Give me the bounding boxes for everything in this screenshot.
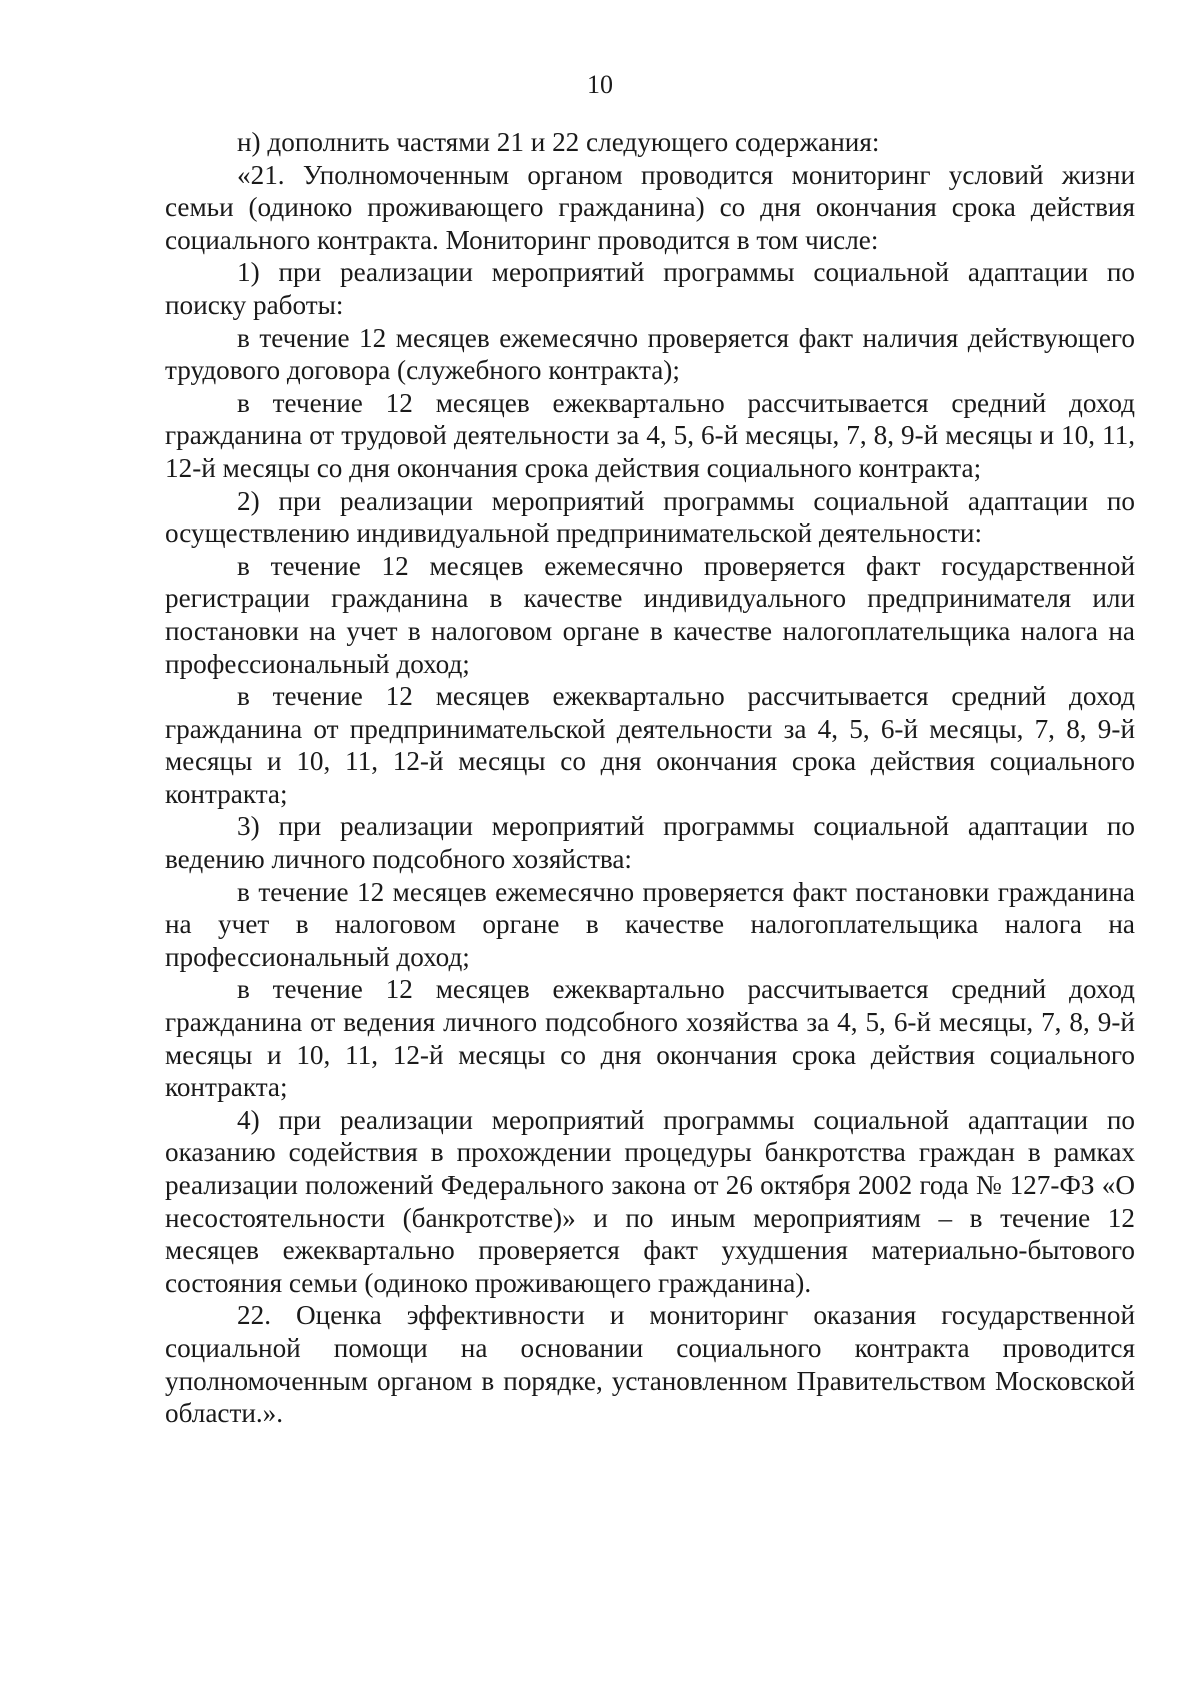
paragraph-item-3-monthly-check: в течение 12 месяцев ежемесячно проверяется факт постановки гражданина на учет в налоговом органе в качестве налогоплательщика налога на профессиональный доход; [165,876,1135,972]
document-body [165,126,1135,1430]
paragraph-amendment-intro: н) дополнить частями 21 и 22 следующего содержания: [237,127,880,157]
page-number: 10 [587,70,613,99]
paragraph-item-2-monthly-check: в течение 12 месяцев ежемесячно проверяется факт государственной регистрации гражданина в качестве индивидуального предпринимателя или постановки на учет в налоговом органе в качестве налогоплательщика налога на профессиональный доход; [165,550,1135,679]
paragraph-item-2-entrepreneurship: 2) при реализации мероприятий программы социальной адаптации по осуществлению индивидуальной предпринимательской деятельности: [165,485,1135,549]
paragraph-item-1-monthly-check: в течение 12 месяцев ежемесячно проверяется факт наличия действующего трудового договора (служебного контракта); [165,322,1135,386]
paragraph-item-1-job-search: 1) при реализации мероприятий программы социальной адаптации по поиску работы: [165,257,1135,320]
paragraph-item-3-household: 3) при реализации мероприятий программы социальной адаптации по ведению личного подсобного хозяйства: [165,811,1135,875]
paragraph-item-4-bankruptcy: 4) при реализации мероприятий программы социальной адаптации по оказанию содействия в прохождении процедуры банкротства граждан в рамках реализации положений Федерального закона от 26 октября 2002 года № 127-ФЗ «О несостоятельности (банкротстве)» и по иным мероприятиям – в течение 12 месяцев ежеквартально проверяется факт ухудшения материально-бытового состояния семьи (одиноко проживающего гражданина). [165,1104,1135,1298]
paragraph-part-21: «21. Уполномоченным органом проводится мониторинг условий жизни семьи (одиноко проживающего гражданина) со дня окончания срока действия социального контракта. Мониторинг проводится в том числе: [165,159,1135,255]
paragraph-item-1-quarterly-income: в течение 12 месяцев ежеквартально рассчитывается средний доход гражданина от трудовой деятельности за 4, 5, 6-й месяцы, 7, 8, 9-й месяцы и 10, 11, 12-й месяцы со дня окончания срока действия социального контракта; [165,387,1135,483]
paragraph-item-2-quarterly-income: в течение 12 месяцев ежеквартально рассчитывается средний доход гражданина от предпринимательской деятельности за 4, 5, 6-й месяцы, 7, 8, 9-й месяцы и 10, 11, 12-й месяцы со дня окончания срока действия социального контракта; [165,681,1135,809]
paragraph-part-22: 22. Оценка эффективности и мониторинг оказания государственной социальной помощи на основании социального контракта проводится уполномоченным органом в порядке, установленном Правительством Московской области.». [165,1300,1135,1429]
paragraph-item-3-quarterly-income: в течение 12 месяцев ежеквартально рассчитывается средний доход гражданина от ведения личного подсобного хозяйства за 4, 5, 6-й месяцы, 7, 8, 9-й месяцы и 10, 11, 12-й месяцы со дня окончания срока действия социального контракта; [165,974,1135,1103]
